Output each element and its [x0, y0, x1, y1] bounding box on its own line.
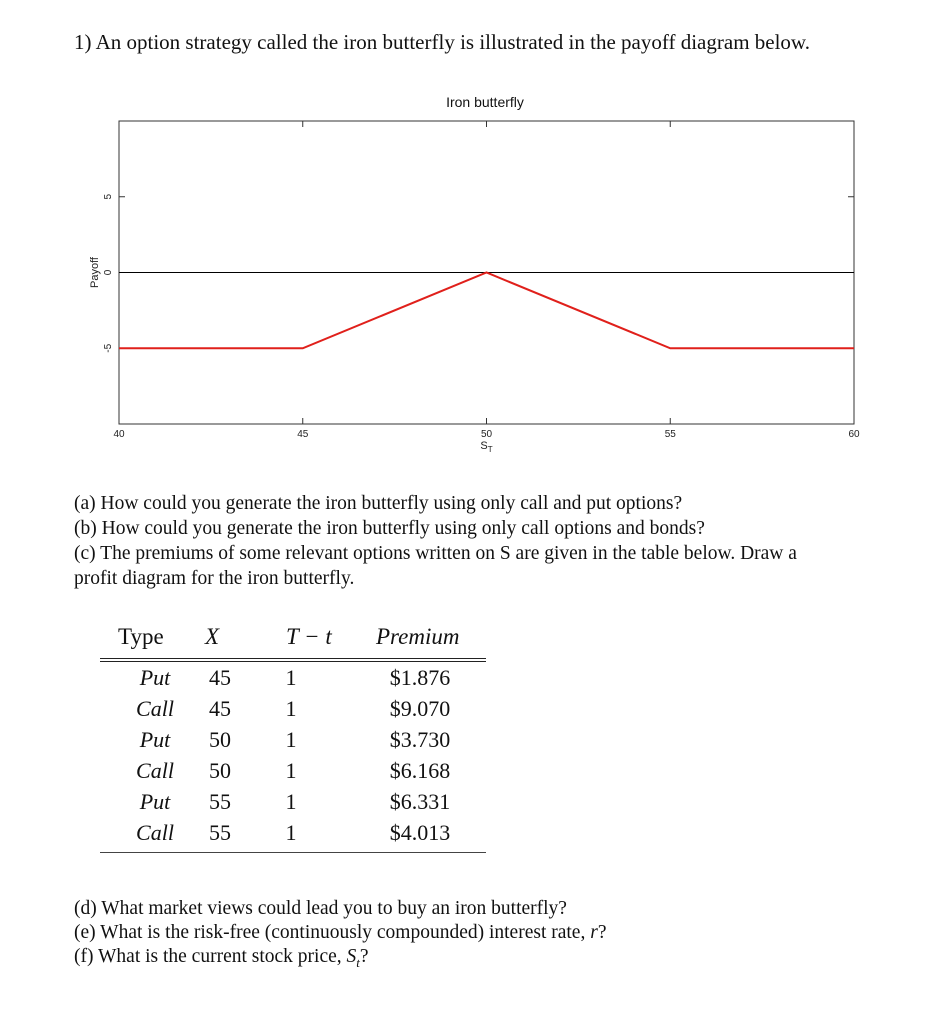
question-title: 1) An option strategy called the iron butterfly is illustrated in the payoff diagram below. — [74, 30, 810, 54]
cell-premium: $6.331 — [389, 789, 451, 814]
header-time: T − t — [286, 624, 332, 649]
y-tick-label: 0 — [103, 269, 114, 276]
y-axis-label: Payoff — [89, 257, 101, 288]
cell-type: Call — [136, 696, 174, 721]
question-b: (b) How could you generate the iron butterfly using only call options and bonds? — [74, 518, 705, 539]
payoff-line — [119, 273, 854, 349]
header-premium: Premium — [376, 624, 460, 649]
question-e-var: r — [590, 922, 598, 943]
cell-type: Put — [139, 727, 171, 752]
question-f-end: ? — [359, 946, 369, 967]
table-body — [100, 662, 486, 848]
question-c-line1: (c) The premiums of some relevant options written on S are given in the table below. Draw a — [74, 543, 797, 564]
cell-strike: 50 — [209, 758, 231, 783]
table-row — [100, 817, 486, 848]
cell-premium: $4.013 — [389, 820, 451, 845]
x-tick-label: 50 — [480, 429, 493, 440]
table-header — [100, 624, 486, 658]
x-axis-label-sub: T — [487, 445, 493, 454]
table-row — [100, 724, 486, 755]
cell-time: 1 — [285, 820, 297, 845]
question-f-sub: t — [356, 954, 360, 970]
cell-premium: $3.730 — [389, 727, 451, 752]
cell-time: 1 — [285, 789, 297, 814]
x-tick-label: 40 — [113, 429, 125, 440]
cell-premium: $9.070 — [389, 696, 451, 721]
question-e-text: (e) What is the risk-free (continuously compounded) interest rate, — [74, 922, 591, 943]
question-f-text: (f) What is the current stock price, — [74, 946, 347, 967]
question-f — [74, 944, 369, 975]
y-tick-label: 5 — [103, 193, 114, 200]
cell-type: Put — [139, 665, 171, 690]
cell-time: 1 — [285, 727, 297, 752]
x-axis-label — [480, 440, 492, 454]
cell-type: Put — [139, 789, 171, 814]
question-d: (d) What market views could lead you to buy an iron butterfly? — [74, 898, 567, 919]
x-tick-label: 60 — [848, 429, 860, 440]
question-c-line2: profit diagram for the iron butterfly. — [74, 568, 355, 589]
cell-premium: $1.876 — [389, 665, 451, 690]
header-type: Type — [118, 624, 164, 649]
cell-type: Call — [136, 758, 174, 783]
x-tick-label: 55 — [664, 429, 676, 440]
cell-strike: 45 — [209, 665, 231, 690]
cell-premium: $6.168 — [389, 758, 451, 783]
cell-type: Call — [136, 820, 174, 845]
cell-strike: 55 — [209, 789, 231, 814]
cell-strike: 45 — [209, 696, 231, 721]
table-row — [100, 755, 486, 786]
cell-time: 1 — [285, 758, 297, 783]
question-f-var: S — [346, 946, 357, 967]
x-axis-label-main: S — [480, 440, 488, 452]
y-tick-label: -5 — [103, 343, 114, 353]
question-a: (a) How could you generate the iron butterfly using only call and put options? — [74, 493, 683, 514]
header-strike: X — [205, 624, 220, 649]
table-row — [100, 786, 486, 817]
table-bottom-rule — [100, 852, 486, 853]
table-row — [100, 693, 486, 724]
cell-strike: 50 — [209, 727, 231, 752]
chart-title: Iron butterfly — [446, 94, 524, 110]
x-tick-label: 45 — [297, 429, 309, 440]
question-e-end: ? — [597, 922, 607, 943]
cell-strike: 55 — [209, 820, 231, 845]
table-row — [100, 662, 486, 693]
premium-table — [100, 624, 486, 853]
cell-time: 1 — [285, 665, 297, 690]
question-e — [74, 920, 606, 945]
cell-time: 1 — [285, 696, 297, 721]
payoff-chart — [0, 0, 930, 480]
